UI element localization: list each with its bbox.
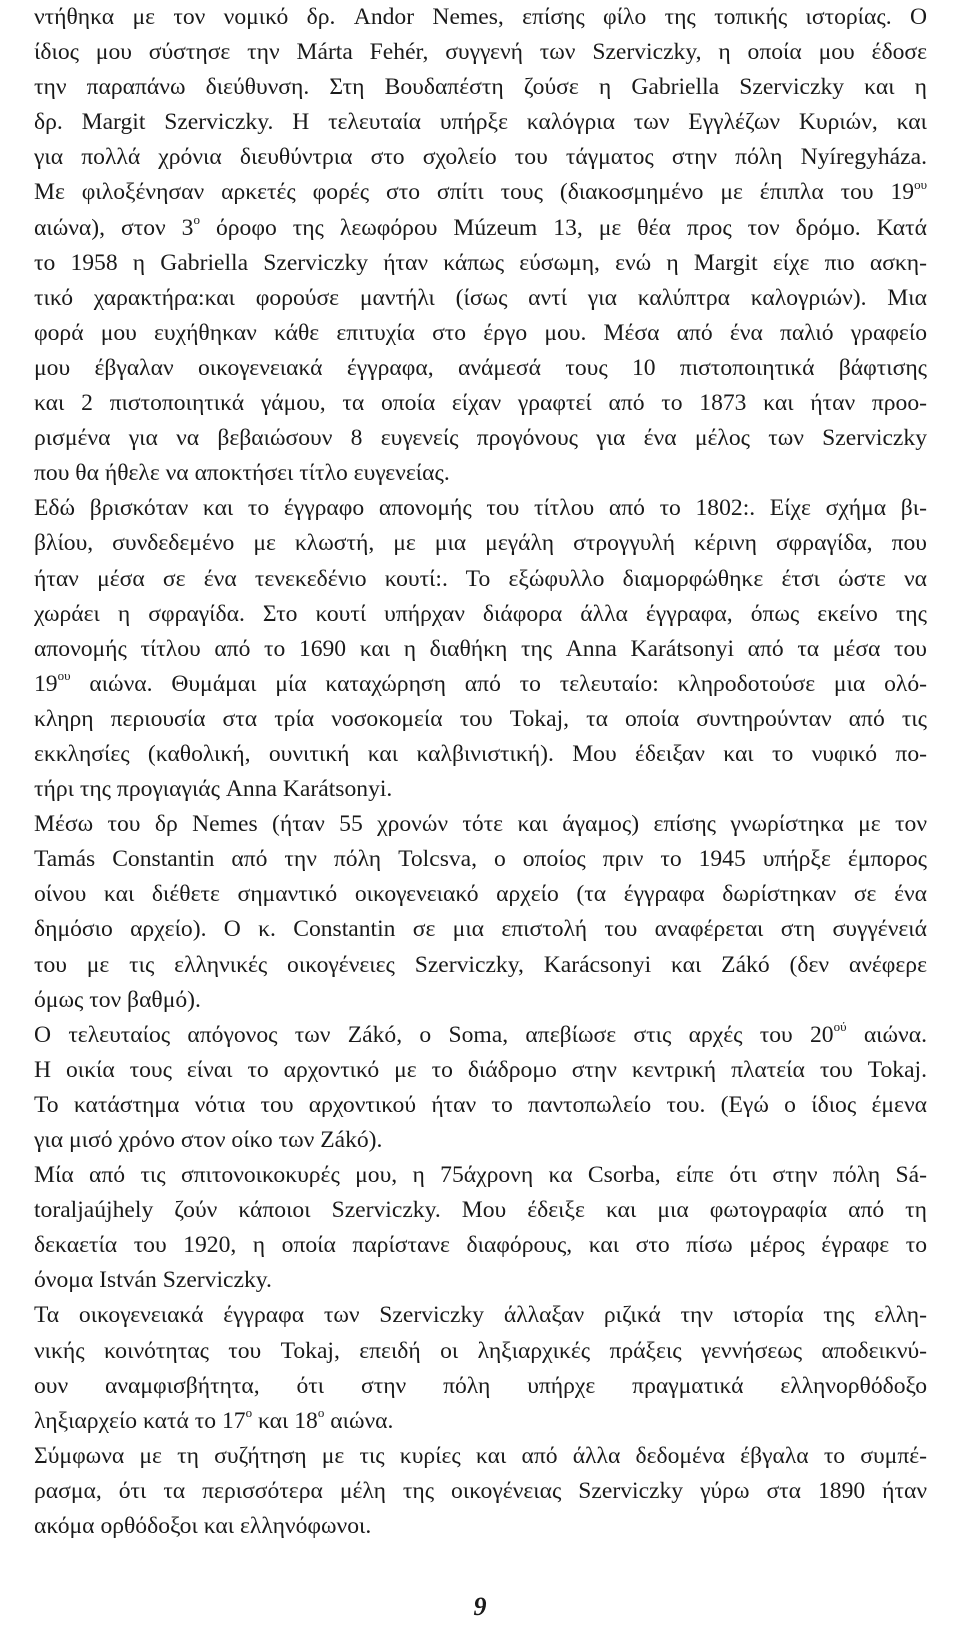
text-line <box>34 386 927 421</box>
text-segment: απονομής τίτλου από το 1690 και η διαθήκη της Anna Karátsonyi από τα μέσα του <box>34 635 927 662</box>
text-line <box>34 562 927 597</box>
superscript: ού <box>833 1018 847 1034</box>
text-segment: Το κατάστημα νότια του αρχοντικού ήταν το παντοπωλείο του. (Εγώ ο ίδιος έμενα <box>34 1091 927 1118</box>
text-segment: του με τις ελληνικές οικογένειες Szerviczky, Karácsonyi και Zákó (δεν ανέφερε <box>34 951 927 978</box>
paragraph <box>34 0 927 491</box>
text-line <box>34 491 927 526</box>
text-line <box>34 1263 927 1298</box>
text-segment: δημόσιο αρχείο). Ο κ. Constantin σε μια επιστολή του αναφέρεται στη συγγένειά <box>34 916 927 943</box>
superscript: ου <box>57 667 71 683</box>
text-segment: Εδώ βρισκόταν και το έγγραφο απονομής του τίτλου από το 1802:. Είχε σχήμα βι- <box>34 495 927 522</box>
text-segment: φορά μου ευχήθηκαν κάθε επιτυχία στο έργο μου. Μέσα από ένα παλιό γραφείο <box>34 319 927 346</box>
text-segment: ρισμένα για να βεβαιώσουν 8 ευγενείς προγόνους για ένα μέλος των Szerviczky <box>34 425 927 452</box>
text-line <box>34 246 927 281</box>
paragraph <box>34 807 927 1018</box>
text-line <box>34 948 927 983</box>
text-segment: αιώνα. <box>324 1407 394 1434</box>
text-segment: Η οικία τους είναι το αρχοντικό με το διάδρομο στην κεντρική πλατεία του Tokaj. <box>34 1056 927 1083</box>
text-segment: χωράει η σφραγίδα. Στο κουτί υπήρχαν διάφορα άλλα έγγραφα, όπως εκείνο της <box>34 600 927 627</box>
text-segment: για πολλά χρόνια διευθύντρια στο σχολείο του τάγματος στην πόλη Nyíregyháza. <box>34 144 927 171</box>
text-segment: δεκαετία του 1920, η οποία παρίστανε διαφόρους, και στο πίσω μέρος έγραφε το <box>34 1232 927 1259</box>
text-line <box>34 1158 927 1193</box>
text-line <box>34 1509 927 1544</box>
text-line <box>34 807 927 842</box>
text-line <box>34 772 927 807</box>
text-segment: ήταν μέσα σε ένα τενεκεδένιο κουτί:. Το εξώφυλλο διαμορφώθηκε έτσι ώστε να <box>34 565 927 592</box>
text-segment: και 18 <box>252 1407 318 1434</box>
text-segment: toraljaújhely ζούν κάποιοι Szerviczky. Μου έδειξε και μια φωτογραφία από τη <box>34 1197 927 1224</box>
text-line <box>34 1193 927 1228</box>
text-segment: τικό χαρακτήρα:και φορούσε μαντήλι (ίσως αντί για καλύπτρα καλογριών). Μια <box>34 284 927 311</box>
text-segment: οίνου και διέθετε σημαντικό οικογενειακό αρχείο (τα έγγραφα δωρίστηκαν σε ένα <box>34 881 927 908</box>
text-segment: αιώνα. Θυμάμαι μία καταχώρηση από το τελευταίο: κληροδοτούσε μια ολό- <box>70 670 927 697</box>
text-segment: αιώνα. <box>846 1021 927 1048</box>
text-segment: όροφο της λεωφόρου Múzeum 13, με θέα προς τον δρόμο. Κατά <box>199 214 927 241</box>
text-segment: Tamás Constantin από την πόλη Tolcsva, ο οποίος πριν το 1945 υπήρξε έμπορος <box>34 846 927 873</box>
text-segment: βλίου, συνδεδεμένο με κλωστή, με μια μεγάλη στρογγυλή κέρινη σφραγίδα, που <box>34 530 927 557</box>
text-line <box>34 526 927 561</box>
text-segment: και 2 πιστοποιητικά γάμου, τα οποία είχαν γραφτεί από το 1873 και ήταν προο- <box>34 390 927 417</box>
text-segment: δρ. Margit Szerviczky. Η τελευταία υπήρξε καλόγρια των Εγγλέζων Κυριών, και <box>34 109 927 136</box>
text-line <box>34 912 927 947</box>
text-line <box>34 1053 927 1088</box>
text-segment: αιώνα), στον 3 <box>34 214 194 241</box>
text-segment: Μέσω του δρ Nemes (ήταν 55 χρονών τότε και άγαμος) επίσης γνωρίστηκα με τον <box>34 811 927 838</box>
body-text <box>34 0 927 1544</box>
text-segment: ρασμα, ότι τα περισσότερα μέλη της οικογένειας Szerviczky γύρω στα 1890 ήταν <box>34 1477 927 1504</box>
text-line <box>34 70 927 105</box>
text-line <box>34 456 927 491</box>
text-line <box>34 842 927 877</box>
text-line <box>34 1404 927 1439</box>
superscript: ου <box>914 176 927 192</box>
text-segment: Σύμφωνα με τη συζήτηση με τις κυρίες και από άλλα δεδομένα έβγαλα το συμπέ- <box>34 1442 927 1469</box>
text-segment: μου έβγαλαν οικογενειακά έγγραφα, ανάμεσά τους 10 πιστοποιητικά βάφτισης <box>34 354 927 381</box>
text-segment: Με φιλοξένησαν αρκετές φορές στο σπίτι τους (διακοσμημένο με έπιπλα του 19 <box>34 179 915 206</box>
text-line <box>34 667 927 702</box>
text-line <box>34 1334 927 1369</box>
text-line <box>34 105 927 140</box>
text-line <box>34 1474 927 1509</box>
text-segment: 19 <box>34 670 58 697</box>
text-line <box>34 1018 927 1053</box>
text-segment: Ο τελευταίος απόγονος των Zákó, ο Soma, απεβίωσε στις αρχές του 20 <box>34 1021 834 1048</box>
text-segment: όνομα István Szerviczky. <box>34 1267 272 1294</box>
paragraph <box>34 491 927 807</box>
text-segment: ντήθηκα με τον νομικό δρ. Andor Nemes, επίσης φίλο της τοπικής ιστορίας. Ο <box>34 4 927 30</box>
page-number: 9 <box>473 1592 487 1621</box>
text-line <box>34 632 927 667</box>
text-segment: την παραπάνω διεύθυνση. Στη Βουδαπέστη ζούσε η Gabriella Szerviczky και η <box>34 74 927 101</box>
text-segment: για μισό χρόνο στον οίκο των Zákó). <box>34 1127 383 1153</box>
text-line <box>34 1439 927 1474</box>
superscript: ο <box>317 1404 325 1420</box>
text-line <box>34 175 927 210</box>
text-segment: νικής κοινότητας του Tokaj, επειδή οι ληξιαρχικές πράξεις γεννήσεως αποδεικνύ- <box>34 1337 927 1364</box>
text-segment: Τα οικογενειακά έγγραφα των Szerviczky άλλαξαν ριζικά την ιστορία της ελλη- <box>34 1302 927 1329</box>
text-segment: που θα ήθελε να αποκτήσει τίτλο ευγενείας. <box>34 460 450 487</box>
text-line <box>34 421 927 456</box>
text-line <box>34 351 927 386</box>
text-line <box>34 1369 927 1404</box>
text-line <box>34 1088 927 1123</box>
text-segment: τήρι της προγιαγιάς Anna Karátsonyi. <box>34 776 393 803</box>
paragraph <box>34 1298 927 1438</box>
text-line <box>34 0 927 35</box>
text-line <box>34 1228 927 1263</box>
paragraph <box>34 1018 927 1158</box>
text-line <box>34 140 927 175</box>
paragraph <box>34 1439 927 1544</box>
paragraph <box>34 1158 927 1298</box>
superscript: ο <box>245 1404 253 1420</box>
text-line <box>34 211 927 246</box>
text-segment: όμως τον βαθμό). <box>34 986 201 1013</box>
text-line <box>34 281 927 316</box>
text-segment: ακόμα ορθόδοξοι και ελληνόφωνοι. <box>34 1513 372 1540</box>
text-line <box>34 702 927 737</box>
text-segment: Μία από τις σπιτονοικοκυρές μου, η 75άχρονη κα Csorba, είπε ότι στην πόλη Sá- <box>34 1162 927 1189</box>
text-line <box>34 1123 927 1158</box>
text-segment: ίδιος μου σύστησε την Márta Fehér, συγγενή των Szerviczky, η οποία μου έδοσε <box>34 39 927 66</box>
text-line <box>34 877 927 912</box>
text-segment: εκκλησίες (καθολική, ουνιτική και καλβινιστική). Μου έδειξαν και το νυφικό πο- <box>34 740 927 767</box>
text-segment: το 1958 η Gabriella Szerviczky ήταν κάπως εύσωμη, ενώ η Margit είχε πιο ασκη- <box>34 249 927 276</box>
text-segment: ληξιαρχείο κατά το 17 <box>34 1407 246 1434</box>
text-line <box>34 597 927 632</box>
text-line <box>34 35 927 70</box>
text-line <box>34 983 927 1018</box>
text-segment: κληρη περιουσία στα τρία νοσοκομεία του Tokaj, τα οποία συντηρούνταν από τις <box>34 705 927 732</box>
text-line <box>34 1298 927 1333</box>
text-line <box>34 316 927 351</box>
text-segment: ουν αναμφισβήτητα, ότι στην πόλη υπήρχε πραγματικά ελληνορθόδοξο <box>34 1372 927 1399</box>
superscript: ο <box>193 211 200 227</box>
text-line <box>34 737 927 772</box>
